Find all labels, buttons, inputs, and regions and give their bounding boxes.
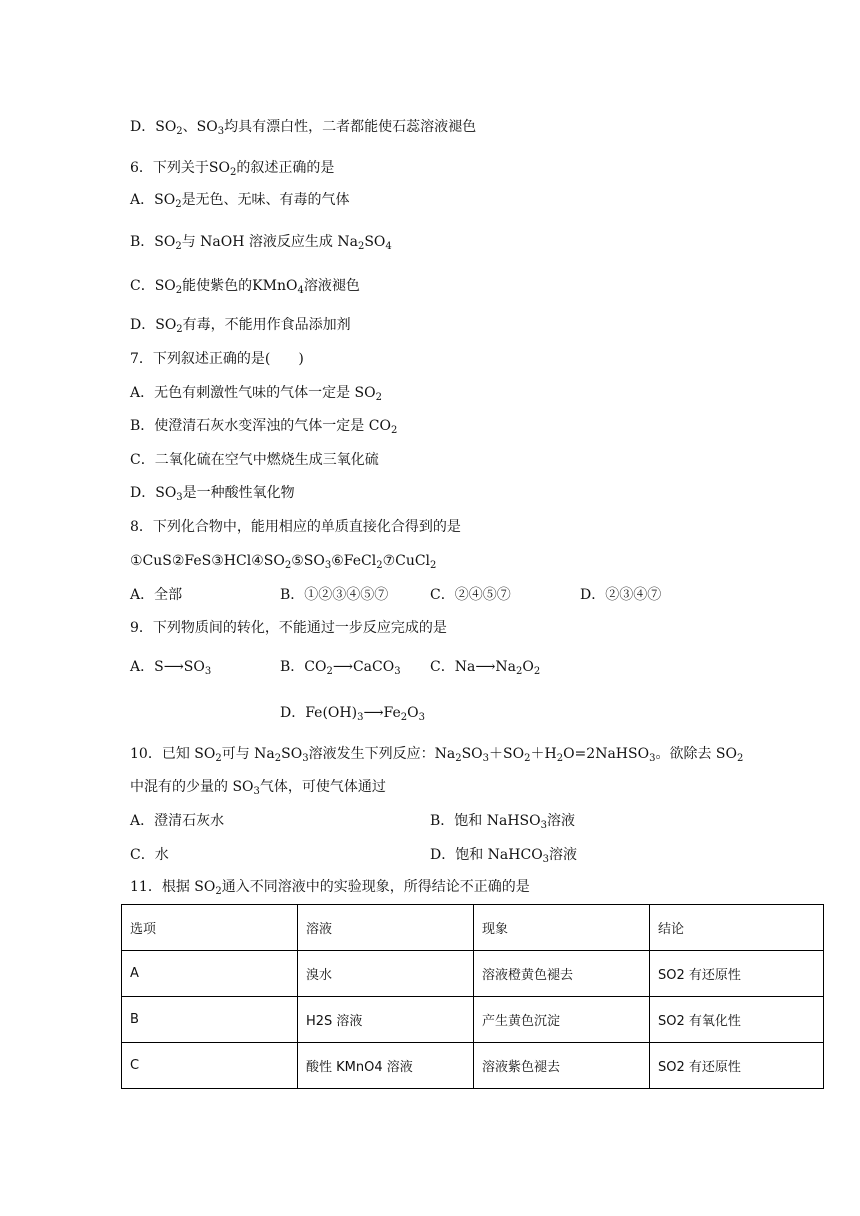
q10-stem-line1: 10．已知 $SO_2$可与 $Na_2SO_3$溶液发生下列反应：$Na_2SO_3+SO_2+H_2O=2NaHSO_3$。欲除去 $SO_2$ [130, 746, 744, 764]
q7-option-c: C．二氧化硫在空气中燃烧生成三氧化硫 [130, 452, 379, 468]
reaction-arrow-icon: ⟶ [163, 659, 184, 675]
table-cell: SO2 有还原性 [650, 951, 824, 997]
table-header-cell: 结论 [650, 905, 824, 951]
table-cell: B [122, 997, 298, 1043]
q10-option-a: A．澄清石灰水 [130, 813, 225, 829]
q9-option-a: A．$S⟶SO_3$ [130, 659, 212, 677]
table-cell: 溴水 [298, 951, 474, 997]
q7-stem: 7．下列叙述正确的是( ) [130, 351, 304, 367]
table-cell: C [122, 1043, 298, 1089]
q8-option-c: C．②④⑤⑦ [430, 587, 511, 603]
table-cell: 产生黄色沉淀 [474, 997, 650, 1043]
table-cell: H2S 溶液 [298, 997, 474, 1043]
table-cell: SO2 有还原性 [650, 1043, 824, 1089]
q7-option-d: D．$SO_3$是一种酸性氧化物 [130, 485, 295, 503]
q9-option-b: B．$CO_2⟶CaCO_3$ [280, 659, 401, 677]
q8-option-b: B．①②③④⑤⑦ [280, 587, 389, 603]
table-cell: 溶液橙黄色褪去 [474, 951, 650, 997]
q8-compound-list: $①CuS②FeS③HCl④SO_2⑤SO_3⑥FeCl_2⑦CuCl_2$ [130, 553, 437, 571]
q7-option-a: A．无色有刺激性气味的气体一定是 $SO_2$ [130, 385, 383, 403]
q6-option-d: D．$SO_2$有毒，不能用作食品添加剂 [130, 317, 351, 335]
q11-stem: 11．根据 $SO_2$通入不同溶液中的实验现象，所得结论不正确的是 [130, 879, 530, 897]
q7-option-b: B．使澄清石灰水变浑浊的气体一定是 $CO_2$ [130, 418, 398, 436]
q11-table [121, 904, 824, 1089]
table-cell: SO2 有氧化性 [650, 997, 824, 1043]
q6-option-b: B．$SO_2$与 NaOH 溶液反应生成 $Na_2SO_4$ [130, 234, 392, 252]
q9-option-c: C．$Na⟶Na_2O_2$ [430, 659, 541, 677]
table-header-row [122, 905, 824, 951]
table-cell: 溶液紫色褪去 [474, 1043, 650, 1089]
q6-option-c: C．$SO_2$能使紫色的KMnO$_4$溶液褪色 [130, 278, 360, 296]
reaction-arrow-icon: ⟶ [332, 659, 353, 675]
table-header-cell: 选项 [122, 905, 298, 951]
q9-option-d: D．$Fe(OH)_3⟶Fe_2O_3$ [280, 705, 425, 723]
reaction-arrow-icon: ⟶ [363, 705, 384, 721]
table-header-cell: 现象 [474, 905, 650, 951]
q6-option-a: A．$SO_2$是无色、无味、有毒的气体 [130, 192, 350, 210]
table-row [122, 951, 824, 997]
table-header-cell: 溶液 [298, 905, 474, 951]
table-cell: 酸性 KMnO4 溶液 [298, 1043, 474, 1089]
reaction-arrow-icon: ⟶ [475, 659, 496, 675]
q10-option-b: B．饱和 NaHSO$_3$溶液 [430, 813, 575, 831]
q10-option-c: C．水 [130, 847, 169, 863]
q8-stem: 8．下列化合物中，能用相应的单质直接化合得到的是 [130, 519, 461, 535]
table-row [122, 997, 824, 1043]
q5-option-d: D．$SO_2$、$SO_3$均具有漂白性，二者都能使石蕊溶液褪色 [130, 119, 477, 137]
q10-stem-line2: 中混有的少量的 $SO_3$气体，可使气体通过 [130, 779, 386, 797]
q6-stem: 6．下列关于$SO_2$的叙述正确的是 [130, 160, 335, 178]
q8-option-a: A．全部 [130, 587, 183, 603]
table-cell: A [122, 951, 298, 997]
table-row [122, 1043, 824, 1089]
q8-option-d: D．②③④⑦ [580, 587, 662, 603]
q10-option-d: D．饱和 NaHCO$_3$溶液 [430, 847, 578, 865]
q9-stem: 9．下列物质间的转化，不能通过一步反应完成的是 [130, 620, 447, 636]
